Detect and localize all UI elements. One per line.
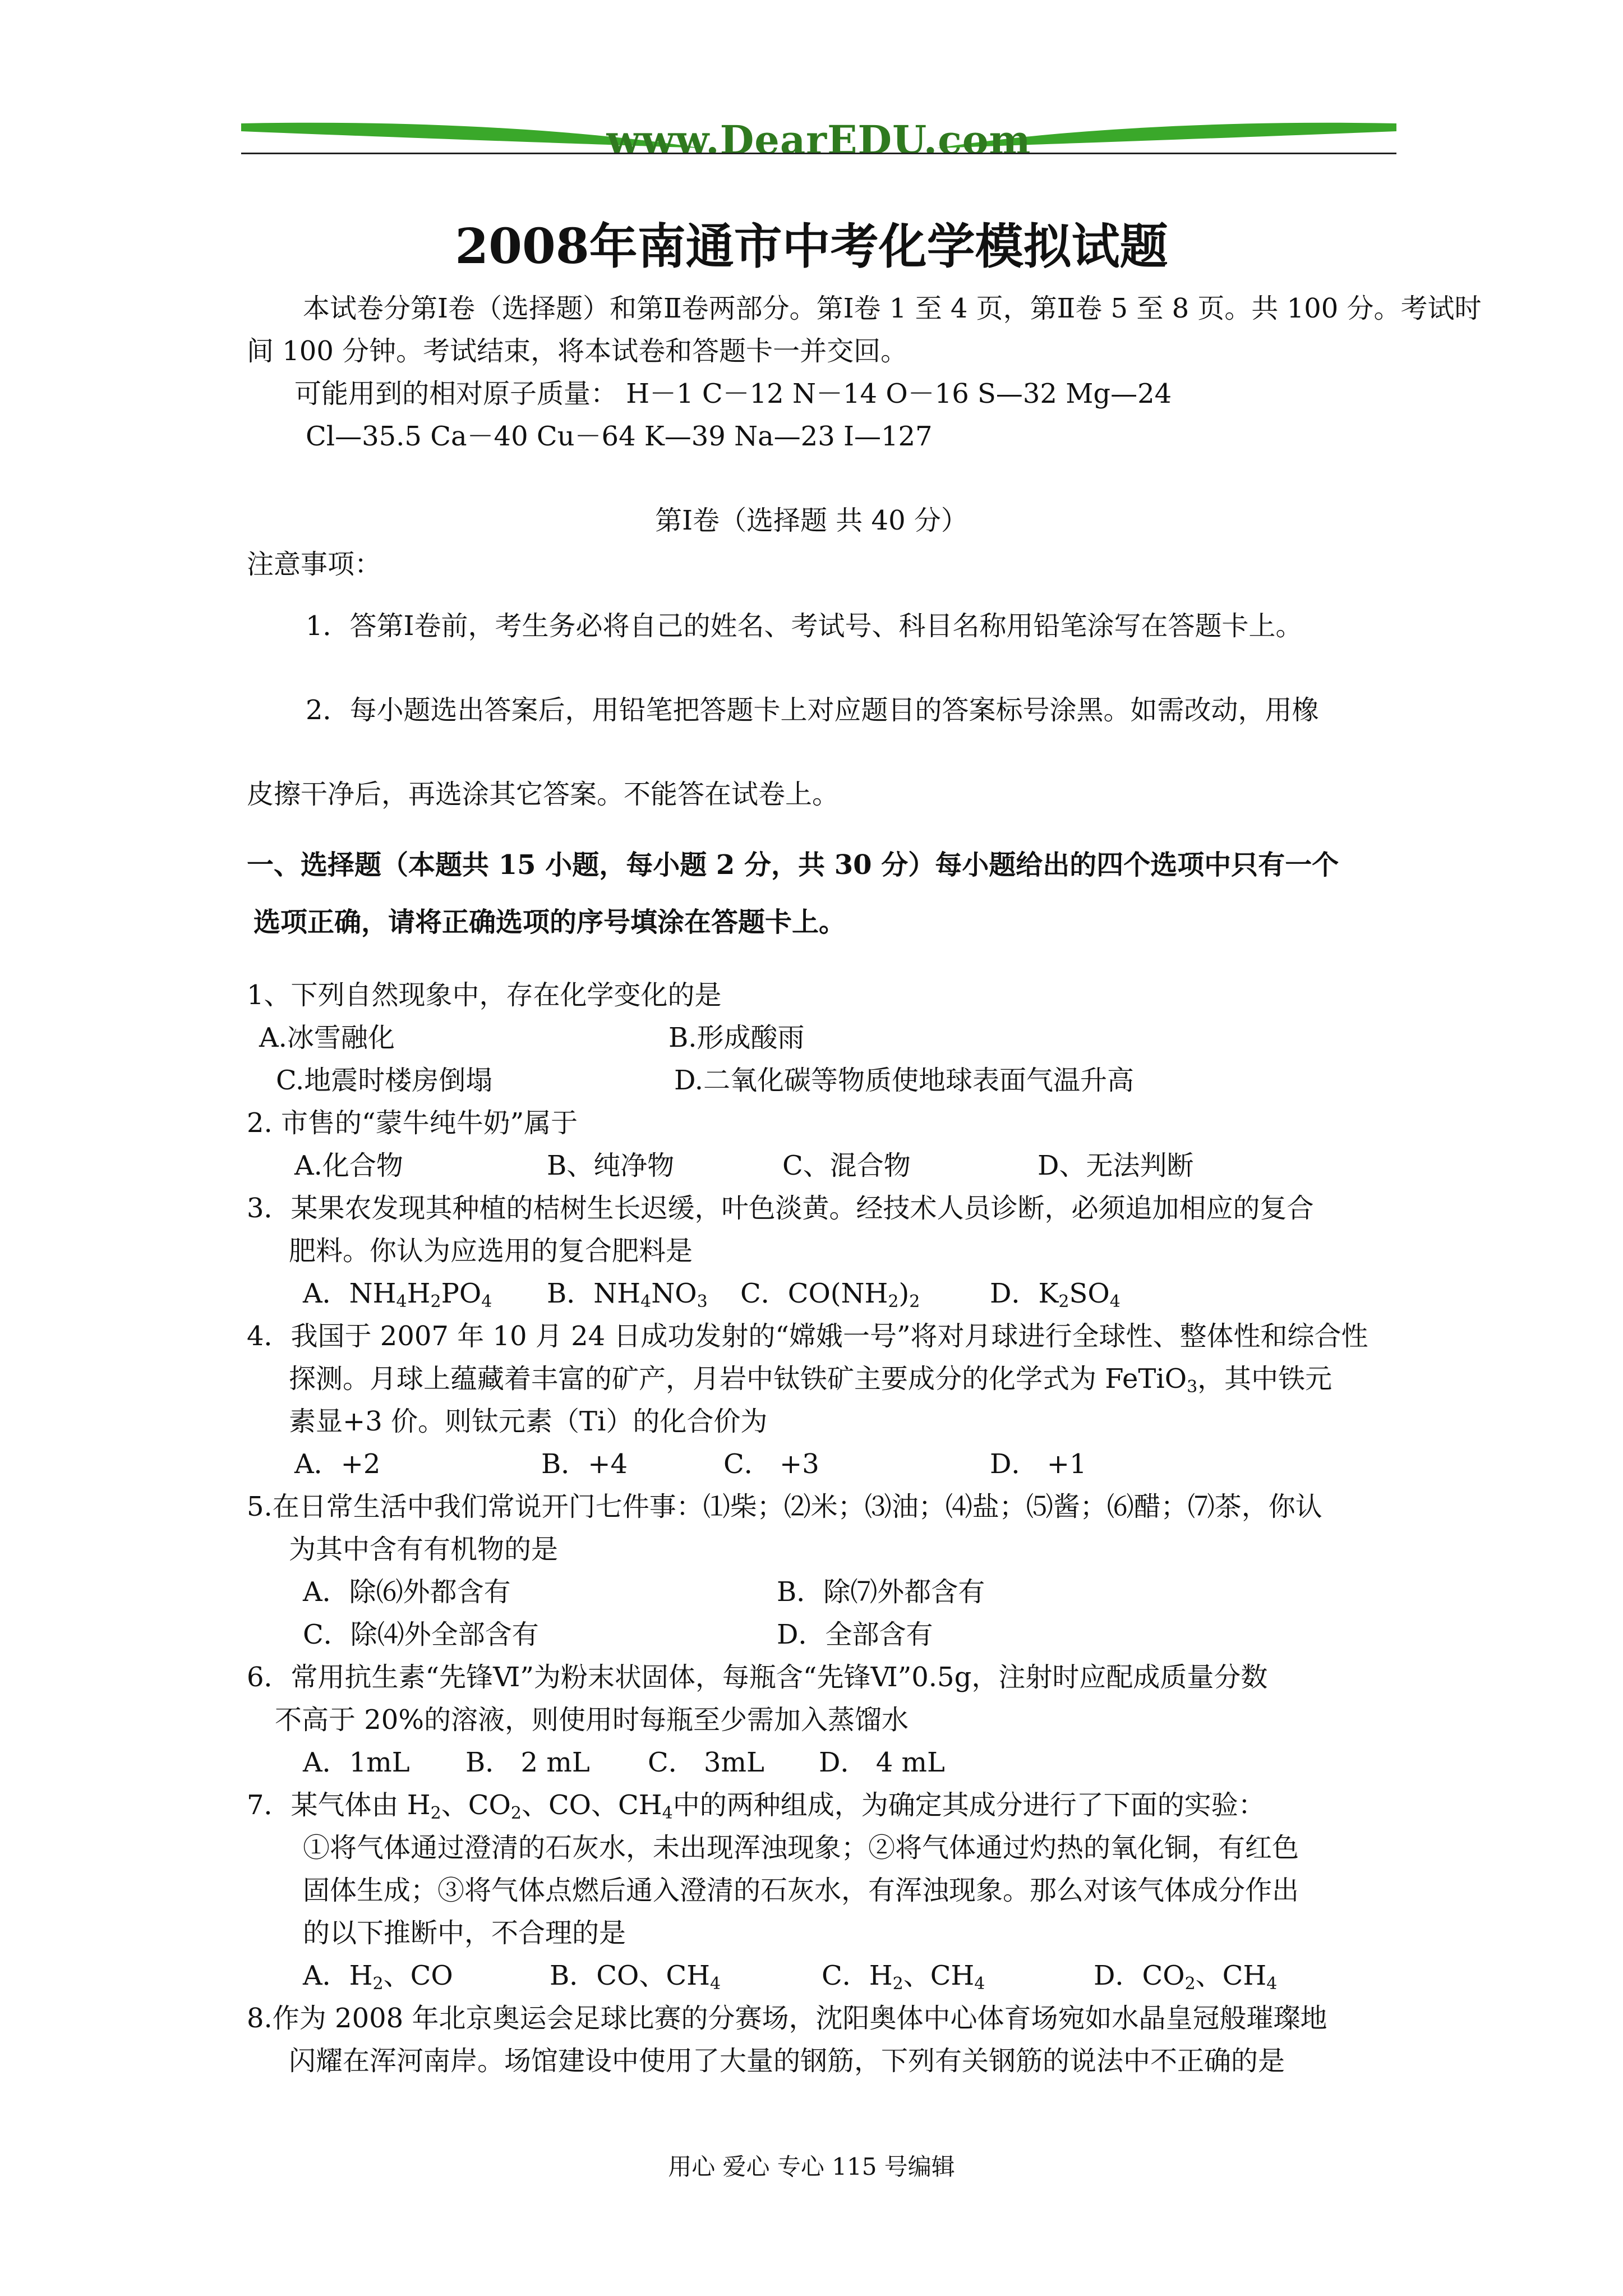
q6-option-c: C． 3mL [648,1747,764,1778]
q2-option-b: B、纯净物 [547,1150,675,1181]
section-heading: 第Ⅰ卷（选择题 共 40 分） [655,505,968,536]
q3-option-a: A．$NH_4H_2PO_4$ [303,1278,492,1312]
q4-stem-3: 素显+3 价。则钛元素（Ti）的化合价为 [289,1406,768,1437]
notice-item-2a: 2．每小题选出答案后，用铅笔把答题卡上对应题目的答案标号涂黑。如需改动，用橡 [306,694,1319,726]
q3-option-b: B．$NH_4NO_3$ [547,1278,708,1312]
q7-line-2: ①将气体通过澄清的石灰水，未出现浑浊现象；②将气体通过灼热的氧化铜，有红色 [303,1832,1299,1864]
q3-stem-1: 3．某果农发现其种植的桔树生长迟缓，叶色淡黄。经技术人员诊断，必须追加相应的复合 [247,1193,1314,1224]
q6-option-b: B． 2 mL [465,1747,590,1778]
site-name: www.DearEDU.com [606,117,1031,163]
q5-stem-1: 5.在日常生活中我们常说开门七件事：⑴柴；⑵米；⑶油；⑷盐；⑸酱；⑹醋；⑺茶，你认 [247,1491,1322,1522]
q7-stem: 7．某气体由 $H_2$、$CO_2$、CO、$CH_4$中的两种组成，为确定其成分进行了下面的实验： [247,1789,1265,1823]
q7-line-3: 固体生成；③将气体点燃后通入澄清的石灰水，有浑浊现象。那么对该气体成分作出 [303,1875,1299,1906]
q1-option-d: D.二氧化碳等物质使地球表面气温升高 [674,1065,1135,1096]
part1-heading-1: 一、选择题（本题共 15 小题，每小题 2 分，共 30 分）每小题给出的四个选项中只有一个 [247,849,1339,881]
q6-stem-1: 6．常用抗生素“先锋Ⅵ”为粉末状固体，每瓶含“先锋Ⅵ”0.5g，注射时应配成质量分数 [247,1662,1268,1693]
q4-option-a: A．+2 [294,1448,381,1480]
q1-stem: 1、下列自然现象中，存在化学变化的是 [247,979,722,1011]
q2-option-c: C、混合物 [782,1150,911,1181]
q5-option-a: A．除⑹外都含有 [303,1576,511,1608]
q3-stem-2: 肥料。你认为应选用的复合肥料是 [289,1235,693,1267]
q5-stem-2: 为其中含有有机物的是 [289,1534,559,1565]
q4-option-b: B．+4 [541,1448,628,1480]
q5-option-b: B．除⑺外都含有 [777,1576,985,1608]
notice-item-1: 1．答第Ⅰ卷前，考生务必将自己的姓名、考试号、科目名称用铅笔涂写在答题卡上。 [306,610,1303,642]
q4-stem-1: 4．我国于 2007 年 10 月 24 日成功发射的“嫦娥一号”将对月球进行全球性、整体性和综合性 [247,1320,1368,1352]
q8-stem-1: 8.作为 2008 年北京奥运会足球比赛的分赛场，沈阳奥体中心体育场宛如水晶皇冠般璀璨地 [247,2003,1327,2034]
q8-stem-2: 闪耀在浑河南岸。场馆建设中使用了大量的钢筋，下列有关钢筋的说法中不正确的是 [289,2045,1285,2077]
q1-option-a: A.冰雪融化 [259,1022,395,1053]
q1-option-c: C.地震时楼房倒塌 [276,1065,493,1096]
intro-line-1: 本试卷分第Ⅰ卷（选择题）和第Ⅱ卷两部分。第Ⅰ卷 1 至 4 页，第Ⅱ卷 5 至 8 页。共 100 分。考试时 [303,293,1482,324]
q5-option-c: C．除⑷外全部含有 [303,1619,539,1650]
q6-option-a: A．1mL [303,1747,410,1778]
q3-option-c: C．$CO(NH_2)_2$ [740,1278,920,1312]
notice-label: 注意事项： [247,549,382,580]
header-banner [241,107,1396,168]
intro-line-2: 间 100 分钟。考试结束，将本试卷和答题卡一并交回。 [247,335,908,367]
page-title: 2008年南通市中考化学模拟试题 [455,218,1168,275]
header-rule [241,153,1396,154]
notice-item-2b: 皮擦干净后，再选涂其它答案。不能答在试卷上。 [247,779,840,810]
q7-option-c: C．$H_2$、$CH_4$ [822,1960,985,1994]
atomic-masses-line-1: 可能用到的相对原子质量： H－1 C－12 N－14 O－16 S—32 Mg—24 [294,378,1172,409]
q7-line-4: 的以下推断中，不合理的是 [303,1917,626,1949]
q3-option-d: D．$K_2SO_4$ [990,1278,1121,1312]
q2-option-d: D、无法判断 [1038,1150,1194,1181]
q1-option-b: B.形成酸雨 [668,1022,805,1053]
q6-stem-2: 不高于 20%的溶液，则使用时每瓶至少需加入蒸馏水 [275,1704,909,1736]
q5-option-d: D．全部含有 [777,1619,933,1650]
q7-option-d: D．$CO_2$、$CH_4$ [1094,1960,1278,1994]
q7-option-b: B．CO、$CH_4$ [550,1960,721,1994]
q7-option-a: A．$H_2$、CO [303,1960,453,1994]
q6-option-d: D． 4 mL [819,1747,945,1778]
part1-heading-2: 选项正确，请将正确选项的序号填涂在答题卡上。 [253,907,846,938]
q4-option-c: C． +3 [723,1448,819,1480]
q4-stem-2: 探测。月球上蕴藏着丰富的矿产，月岩中钛铁矿主要成分的化学式为 FeTiO$_3$，其中铁元 [289,1363,1332,1397]
atomic-masses-line-2: Cl—35.5 Ca－40 Cu－64 K—39 Na—23 I—127 [306,421,933,452]
q4-option-d: D． +1 [990,1448,1087,1480]
q2-option-a: A.化合物 [294,1150,403,1181]
page-footer: 用心 爱心 专心 115 号编辑 [668,2153,955,2180]
q2-stem: 2. 市售的“蒙牛纯牛奶”属于 [247,1107,578,1139]
